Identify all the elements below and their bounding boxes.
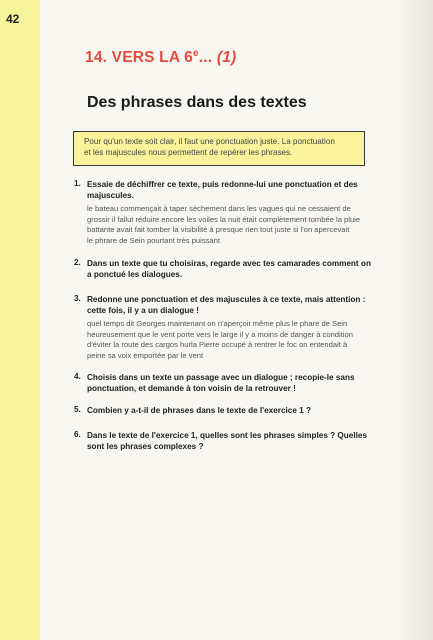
exercise-question-line: Combien y a-t-il de phrases dans le texte de l'exercice 1 ? bbox=[87, 406, 312, 415]
exercise-question bbox=[87, 430, 397, 452]
exercise-text-line: le phrare de Sein pourtant très puissant bbox=[87, 235, 220, 245]
info-box bbox=[73, 131, 365, 166]
exercise-text-line: grossir il fallut réduire encore les voiles la nuit était complètement tombée la pluie bbox=[87, 214, 361, 224]
exercise-question-line: majuscules. bbox=[87, 191, 134, 200]
info-box-line: et les majuscules nous permettent de repérer les phrases. bbox=[84, 148, 293, 157]
exercise-question-line: Dans un texte que tu choisiras, regarde avec tes camarades comment on bbox=[87, 259, 371, 268]
exercise-question-line: sont les phrases complexes ? bbox=[87, 442, 204, 451]
exercise-text bbox=[87, 204, 392, 246]
exercise-question bbox=[87, 179, 397, 201]
exercise-question-line: Redonne une ponctuation et des majuscules à ce texte, mais attention : bbox=[87, 295, 366, 304]
exercise-number: 1. bbox=[74, 179, 81, 188]
exercise-question-line: a ponctué les dialogues. bbox=[87, 270, 183, 279]
exercise-question bbox=[87, 372, 397, 394]
chapter-number: 14. bbox=[85, 49, 108, 66]
exercise-text-line: le bateau commençait à taper sèchement dans les vagues qui ne cessaient de bbox=[87, 204, 351, 213]
chapter-title-ellipsis: ... bbox=[198, 49, 213, 66]
exercise-text-line: d'éviter la route des cargos hurla Pierre occupé à rentrer le foc on entendait à bbox=[87, 340, 348, 349]
exercise-question-line: cette fois, il y a un dialogue ! bbox=[87, 306, 199, 315]
info-box-line: Pour qu'un texte soit clair, il faut une ponctuation juste. La ponctuation bbox=[84, 137, 335, 146]
exercise-text-line: peine sa voix emportée par le vent bbox=[87, 350, 204, 360]
exercise-question-line: Dans le texte de l'exercice 1, quelles sont les phrases simples ? Quelles bbox=[87, 431, 367, 440]
exercise-number: 5. bbox=[74, 405, 81, 414]
page-number: 42 bbox=[6, 12, 20, 26]
exercise-question-line: ponctuation, et demande à ton voisin de la retrouver ! bbox=[87, 384, 296, 393]
exercise-question-line: Essaie de déchiffrer ce texte, puis redonne-lui une ponctuation et des bbox=[87, 180, 358, 189]
chapter-title-part: (1) bbox=[216, 49, 237, 66]
exercise-text-line: battante avait fait tomber la visibilité à presque rien tout juste si l'on apercevait bbox=[87, 225, 350, 234]
chapter-title-main: VERS LA 6 bbox=[111, 49, 194, 66]
exercise-number: 6. bbox=[74, 430, 81, 439]
exercise-number: 2. bbox=[74, 258, 81, 267]
exercise-text-line: quel temps dit Georges maintenant on n'aperçoit même plus le phare de Sein bbox=[87, 319, 348, 328]
exercise-text bbox=[87, 319, 392, 361]
exercise-number: 3. bbox=[74, 294, 81, 303]
exercise-text-line: heureusement que le vent porte vers le large il y a moins de danger à condition bbox=[87, 329, 353, 339]
exercise-question-line: Choisis dans un texte un passage avec un dialogue ; recopie-le sans bbox=[87, 373, 355, 382]
section-title: Des phrases dans des textes bbox=[87, 94, 307, 111]
exercise-question bbox=[87, 258, 397, 280]
exercise-question bbox=[87, 405, 397, 416]
exercise-number: 4. bbox=[74, 372, 81, 381]
exercise-question bbox=[87, 294, 397, 316]
chapter-title-superscript: e bbox=[193, 48, 199, 59]
chapter-title bbox=[85, 48, 236, 67]
margin-color-band bbox=[0, 0, 40, 640]
